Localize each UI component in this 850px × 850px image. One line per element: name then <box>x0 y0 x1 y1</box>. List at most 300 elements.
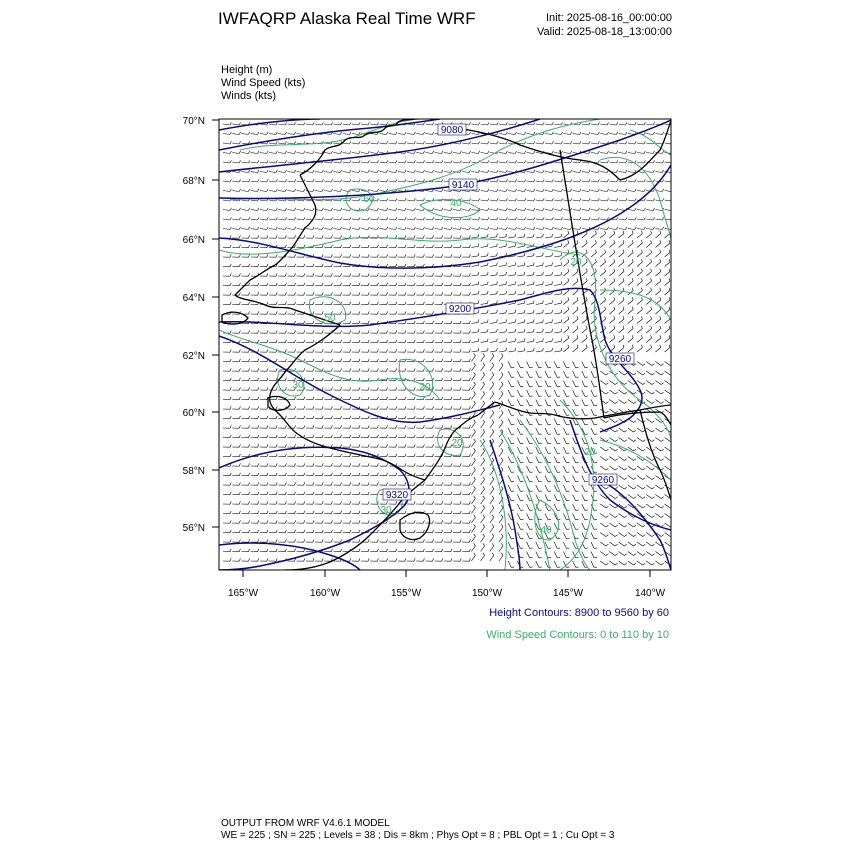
wind-barb <box>508 189 516 192</box>
lon-tick-label: 145°W <box>552 588 584 599</box>
wind-barb <box>297 208 305 211</box>
wind-barb <box>398 425 406 428</box>
wind-barb <box>241 227 249 230</box>
wind-barb <box>435 292 443 295</box>
wind-barb <box>563 390 569 396</box>
wind-barb <box>241 170 249 173</box>
wind-barb <box>223 273 231 276</box>
wind-barb <box>407 330 415 333</box>
wind-barb <box>297 549 305 552</box>
wind-barb <box>545 485 551 491</box>
wind-barb <box>490 319 498 323</box>
lon-tick-label: 140°W <box>634 588 666 599</box>
wind-barb <box>665 371 673 375</box>
wind-barb <box>573 447 579 453</box>
wind-barb <box>600 466 608 470</box>
wind-barb <box>471 319 479 323</box>
wind-barb <box>600 259 605 266</box>
wind-barb <box>297 473 305 476</box>
wind-barb <box>241 530 249 533</box>
wind-barb <box>416 530 424 533</box>
wind-barb <box>545 310 553 314</box>
wind-barb <box>637 122 645 125</box>
wind-barb <box>490 310 498 314</box>
wind-barb <box>425 463 433 466</box>
wind-barb <box>370 170 378 173</box>
wind-barb <box>471 515 475 523</box>
wind-barb <box>637 189 645 192</box>
wind-barb <box>278 273 286 276</box>
wind-barb <box>508 310 515 314</box>
wind-barb <box>471 227 479 230</box>
wind-barb <box>582 362 588 368</box>
wind-barb <box>545 419 551 425</box>
wind-barb <box>665 259 670 266</box>
wind-barb <box>545 141 553 144</box>
wind-barb <box>269 235 277 238</box>
wind-barb <box>379 444 387 447</box>
wind-barb <box>352 245 360 248</box>
wind-barb <box>287 539 295 542</box>
wind-barb <box>333 283 341 286</box>
wind-barb <box>398 254 406 257</box>
wind-barb <box>370 349 378 352</box>
wind-barb <box>278 208 286 211</box>
wind-barb <box>508 227 516 230</box>
wind-barb <box>600 208 608 211</box>
wind-barb <box>223 254 231 257</box>
wind-barb <box>655 307 660 314</box>
wind-barb <box>545 262 553 266</box>
wind-barb <box>573 409 579 415</box>
wind-barb <box>637 466 645 470</box>
wind-barb <box>425 330 433 333</box>
wind-barb <box>471 496 475 504</box>
wind-barb <box>646 316 651 323</box>
contour-labels <box>292 124 634 536</box>
wind-barb <box>260 397 268 400</box>
wind-barb <box>370 227 378 230</box>
wind-barb <box>462 245 470 248</box>
wind-barb <box>499 420 503 428</box>
wind-barb <box>471 329 479 333</box>
wind-barb <box>352 170 360 173</box>
wind-barb <box>232 454 240 457</box>
wind-barb <box>637 523 645 527</box>
wind-barb <box>324 235 332 238</box>
wind-barb <box>324 482 332 485</box>
wind-barb <box>517 371 523 377</box>
wind-barb <box>287 141 295 144</box>
wind-barb <box>573 316 578 323</box>
wind-barb <box>306 463 314 466</box>
wind-barb <box>407 520 415 523</box>
wind-barb <box>416 141 424 144</box>
wind-barb <box>637 217 645 220</box>
wind-barb <box>554 400 560 406</box>
wind-barb <box>435 435 443 438</box>
wind-barb <box>324 273 332 276</box>
wind-barb <box>379 482 387 485</box>
wind-barb <box>407 530 415 533</box>
wind-barb <box>425 321 433 324</box>
wind-barb <box>637 151 645 154</box>
wind-barb <box>554 542 560 548</box>
wind-barb <box>324 416 332 419</box>
wind-barb <box>324 406 332 409</box>
wind-barb <box>407 425 415 428</box>
wind-barb <box>333 132 341 135</box>
wind-barb <box>499 348 507 352</box>
wind-barb <box>646 208 654 211</box>
wind-barb <box>306 122 314 125</box>
wind-barb <box>425 254 433 257</box>
wind-barb <box>600 227 608 230</box>
height-contour-label: 9080 <box>440 125 464 136</box>
wind-barb <box>527 281 535 285</box>
wind-barb <box>425 501 433 504</box>
wind-barb <box>315 273 323 276</box>
wind-barb <box>453 349 461 352</box>
wind-barb <box>352 511 360 514</box>
wind-barb <box>315 416 323 419</box>
wind-barb <box>361 397 369 400</box>
wind-barb <box>241 368 249 371</box>
wind-barb <box>260 254 268 257</box>
wind-barb <box>333 378 341 381</box>
wind-barb <box>563 307 568 314</box>
coastline-gulf <box>495 402 671 419</box>
wind-barb <box>554 189 562 192</box>
coastline-bristol <box>295 432 425 480</box>
wind-barb <box>343 435 351 438</box>
wind-barb <box>361 302 369 305</box>
wind-barb <box>628 151 636 154</box>
height-contours <box>219 119 671 570</box>
wind-barb <box>379 227 387 230</box>
wind-barb <box>527 160 535 163</box>
wind-barb <box>582 371 588 377</box>
lat-tick-label: 64°N <box>182 293 205 304</box>
wind-barb <box>628 170 636 173</box>
wind-barb <box>278 189 286 192</box>
wind-barb <box>407 217 415 220</box>
wind-barb <box>462 425 470 428</box>
wind-barb <box>306 425 314 428</box>
wind-barb <box>352 160 360 163</box>
wind-barb <box>471 234 479 238</box>
wind-barb <box>260 406 268 409</box>
wind-barb <box>435 378 443 381</box>
wind-barb <box>333 170 341 173</box>
wind-barb <box>508 198 516 201</box>
wind-barb <box>370 160 378 163</box>
wind-barb <box>251 444 259 447</box>
wind-barb <box>527 151 535 154</box>
wind-barb <box>398 330 406 333</box>
wind-barb <box>370 141 378 144</box>
wind-barb <box>435 160 443 163</box>
wind-barb <box>444 463 452 466</box>
wind-barb <box>573 466 579 472</box>
wind-barb <box>563 297 568 304</box>
wind-barb <box>241 378 249 381</box>
wind-barb <box>609 419 617 423</box>
wind-barb <box>582 523 588 529</box>
wind-barb <box>637 278 642 285</box>
wind-barb <box>517 457 523 463</box>
wind-barb <box>609 542 617 546</box>
wind-barb <box>646 250 651 257</box>
wind-barb <box>600 250 605 257</box>
wind-barb <box>251 406 259 409</box>
wind-barb <box>315 302 323 305</box>
wind-barb <box>260 530 268 533</box>
wind-barb <box>481 477 485 485</box>
wind-barb <box>315 349 323 352</box>
wind-barb <box>471 401 475 409</box>
wind-barb <box>453 539 461 542</box>
wind-barb <box>232 330 240 333</box>
wind-barb <box>619 278 624 285</box>
wind-barb <box>297 245 305 248</box>
wind-barb <box>481 391 485 399</box>
wind-barb <box>655 160 663 163</box>
wind-barb <box>462 208 470 211</box>
wind-barb <box>287 482 295 485</box>
wind-barb <box>462 273 470 276</box>
wind-barb <box>508 179 516 182</box>
wind-barb <box>269 160 277 163</box>
wind-barb <box>361 558 369 561</box>
wind-barb <box>287 340 295 343</box>
wind-barb <box>508 272 515 276</box>
wind-barb <box>407 235 415 238</box>
wind-barb <box>609 231 614 238</box>
wind-barb <box>389 283 397 286</box>
wind-barb <box>508 348 515 352</box>
wind-barb <box>609 240 614 247</box>
wind-barb <box>278 283 286 286</box>
wind-barb <box>508 419 514 425</box>
wind-barb <box>646 561 654 565</box>
wind-barb <box>646 269 651 276</box>
wind-barb <box>416 416 424 419</box>
wind-barb <box>389 473 397 476</box>
wind-barb <box>573 297 578 304</box>
wind-barb <box>260 558 268 561</box>
wind-barb <box>444 151 452 154</box>
wind-barb <box>324 189 332 192</box>
wind-barb <box>269 492 277 495</box>
wind-barb <box>306 397 314 400</box>
wind-barb <box>343 227 351 230</box>
wind-barb <box>582 466 588 472</box>
wind-barb <box>655 227 663 230</box>
wind-barb <box>462 492 470 495</box>
wind-barb <box>646 504 654 508</box>
wind-barb <box>324 492 332 495</box>
wind-barb <box>361 292 369 295</box>
wind-barb <box>619 428 627 432</box>
wind-barb <box>315 151 323 154</box>
wind-barb <box>554 319 561 323</box>
wind-barb <box>232 416 240 419</box>
wind-barb <box>361 359 369 362</box>
wind-barb <box>278 217 286 220</box>
wind-barb <box>407 132 415 135</box>
wind-barb <box>628 466 636 470</box>
wind-barb <box>425 264 433 267</box>
wind-barb <box>536 329 544 333</box>
wind-barb <box>297 511 305 514</box>
wind-barb <box>223 227 231 230</box>
wind-barb <box>416 368 424 371</box>
wind-barb <box>398 349 406 352</box>
wind-barb <box>352 387 360 390</box>
wind-barb <box>389 416 397 419</box>
wind-barb <box>370 208 378 211</box>
wind-barb <box>251 151 259 154</box>
wind-barb <box>573 400 579 406</box>
wind-barb <box>379 264 387 267</box>
wind-barb <box>389 198 397 201</box>
wind-barb <box>361 283 369 286</box>
wind-barb <box>315 330 323 333</box>
wind-barb <box>297 482 305 485</box>
wind-barb <box>297 530 305 533</box>
wind-barb <box>490 272 498 276</box>
wind-barb <box>481 534 485 542</box>
wind-barb <box>536 338 544 342</box>
wind-barb <box>389 520 397 523</box>
wind-barb <box>260 473 268 476</box>
wind-barb <box>591 561 597 567</box>
wind-barb <box>398 132 406 135</box>
wind-barb <box>591 552 597 558</box>
wind-barb <box>343 397 351 400</box>
wind-barb <box>527 132 535 135</box>
wind-barb <box>453 501 461 504</box>
wind-barb <box>241 264 249 267</box>
init-time: Init: 2025-08-16_00:00:00 <box>546 12 672 24</box>
wind-barb <box>287 235 295 238</box>
wind-barb <box>471 382 475 390</box>
wind-barb <box>361 330 369 333</box>
wind-barb <box>490 291 498 295</box>
wind-barb <box>563 533 569 539</box>
wind-barb <box>241 482 249 485</box>
wind-barb <box>324 435 332 438</box>
wind-barb <box>490 363 494 371</box>
wind-barb <box>527 457 533 463</box>
wind-barb <box>297 151 305 154</box>
wind-barb <box>481 151 489 154</box>
wind-barb <box>545 476 551 482</box>
wind-barb <box>251 179 259 182</box>
wind-barb <box>306 321 314 324</box>
wind-barb <box>315 189 323 192</box>
wind-barb <box>536 495 542 501</box>
wind-barb <box>278 227 286 230</box>
wind-barb <box>306 387 314 390</box>
wind-barb <box>573 269 578 276</box>
wind-barb <box>536 253 544 257</box>
wind-barb <box>251 539 259 542</box>
wind-barb <box>407 227 415 230</box>
wind-barb <box>609 259 614 266</box>
wind-barb <box>343 368 351 371</box>
wind-barb <box>582 269 587 276</box>
wind-barb <box>609 552 617 556</box>
wind-barb <box>453 520 461 523</box>
wind-barb <box>665 278 670 285</box>
wind-barb <box>416 501 424 504</box>
wind-barb <box>481 291 489 295</box>
wind-barb <box>333 235 341 238</box>
wind-barb <box>554 217 562 220</box>
wind-barb <box>370 520 378 523</box>
wind-barb <box>655 447 663 451</box>
wind-barb <box>637 381 645 385</box>
wind-barb <box>315 454 323 457</box>
wind-barb <box>591 390 597 396</box>
wind-barb <box>232 160 240 163</box>
wind-barb <box>563 542 569 548</box>
wind-barb <box>628 227 636 230</box>
wind-barb <box>251 416 259 419</box>
wind-barb <box>545 300 553 304</box>
wind-barb <box>435 235 443 238</box>
wind-barb <box>287 122 295 125</box>
wind-barb <box>471 477 475 485</box>
wind-barb <box>287 397 295 400</box>
wind-barb <box>609 523 617 527</box>
wind-barb <box>232 254 240 257</box>
wind-barb <box>435 302 443 305</box>
wind-barb <box>563 447 569 453</box>
wind-barb <box>481 372 485 380</box>
wind-barb <box>554 419 560 425</box>
wind-barb <box>251 292 259 295</box>
wind-barb <box>370 189 378 192</box>
wind-barb <box>444 558 452 561</box>
wind-barb <box>563 335 568 342</box>
wind-barb <box>315 283 323 286</box>
wind-barb <box>517 495 523 501</box>
wind-contour-label: 20 <box>451 438 463 449</box>
wind-barb <box>343 425 351 428</box>
wind-barb <box>398 416 406 419</box>
wind-barb <box>665 362 673 366</box>
wind-barb <box>333 245 341 248</box>
wind-barb <box>554 208 562 211</box>
plot-title: IWFAQRP Alaska Real Time WRF <box>218 9 476 28</box>
wind-barb <box>471 372 475 380</box>
wind-barb <box>536 217 544 220</box>
wind-barb <box>389 425 397 428</box>
wind-barb <box>490 208 498 211</box>
wind-barb <box>324 170 332 173</box>
wind-barb <box>481 448 485 456</box>
wind-barb <box>609 179 617 182</box>
wind-barb <box>407 198 415 201</box>
wind-barb <box>646 278 651 285</box>
wind-barb <box>343 235 351 238</box>
wind-barb <box>251 492 259 495</box>
wind-barb <box>361 170 369 173</box>
wind-barb <box>554 381 560 387</box>
